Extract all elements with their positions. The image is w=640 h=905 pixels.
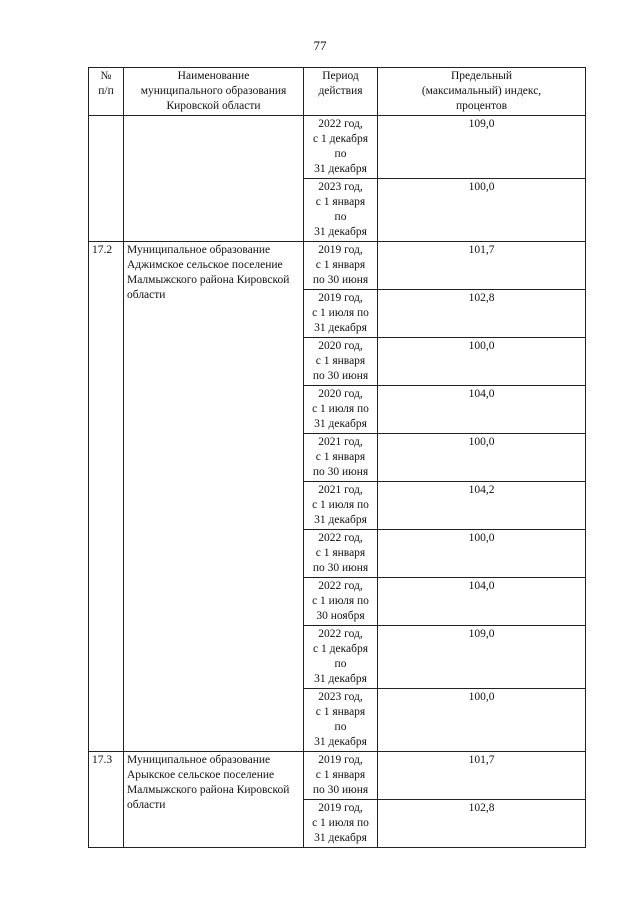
table-body — [89, 116, 586, 848]
entry-number: 17.3 — [89, 752, 124, 848]
period-cell: 2021 год, с 1 января по 30 июня — [304, 434, 378, 482]
period-cell: 2021 год, с 1 июля по 31 декабря — [304, 482, 378, 530]
index-value: 100,0 — [378, 179, 586, 242]
table-header-row — [89, 68, 586, 116]
municipality-name: Муниципальное образование Арыкское сельское поселение Малмыжского района Кировской области — [124, 752, 304, 848]
period-cell: 2022 год, с 1 января по 30 июня — [304, 530, 378, 578]
index-value: 109,0 — [378, 626, 586, 689]
entry-number: 17.2 — [89, 242, 124, 752]
index-value: 102,8 — [378, 800, 586, 848]
index-value: 101,7 — [378, 752, 586, 800]
period-cell: 2019 год, с 1 января по 30 июня — [304, 242, 378, 290]
index-value: 101,7 — [378, 242, 586, 290]
index-value: 100,0 — [378, 434, 586, 482]
period-cell: 2020 год, с 1 января по 30 июня — [304, 338, 378, 386]
entry-number — [89, 116, 124, 242]
index-value: 100,0 — [378, 689, 586, 752]
header-number: № п/п — [89, 68, 124, 116]
tariff-index-table — [88, 67, 586, 848]
index-value: 104,2 — [378, 482, 586, 530]
period-cell: 2022 год, с 1 декабря по 31 декабря — [304, 116, 378, 179]
index-value: 109,0 — [378, 116, 586, 179]
index-value: 100,0 — [378, 530, 586, 578]
period-cell: 2019 год, с 1 января по 30 июня — [304, 752, 378, 800]
table-row — [89, 242, 586, 290]
period-cell: 2019 год, с 1 июля по 31 декабря — [304, 800, 378, 848]
period-cell: 2023 год, с 1 января по 31 декабря — [304, 179, 378, 242]
municipality-name — [124, 116, 304, 242]
index-value: 104,0 — [378, 578, 586, 626]
header-max-index: Предельный (максимальный) индекс, процентов — [378, 68, 586, 116]
table-row — [89, 116, 586, 179]
header-municipality-name: Наименование муниципального образования Кировской области — [124, 68, 304, 116]
index-value: 104,0 — [378, 386, 586, 434]
period-cell: 2019 год, с 1 июля по 31 декабря — [304, 290, 378, 338]
index-value: 100,0 — [378, 338, 586, 386]
period-cell: 2022 год, с 1 декабря по 31 декабря — [304, 626, 378, 689]
municipality-name: Муниципальное образование Аджимское сельское поселение Малмыжского района Кировской области — [124, 242, 304, 752]
index-value: 102,8 — [378, 290, 586, 338]
header-period: Период действия — [304, 68, 378, 116]
page-number: 77 — [313, 38, 327, 53]
period-cell: 2020 год, с 1 июля по 31 декабря — [304, 386, 378, 434]
table-row — [89, 752, 586, 800]
period-cell: 2023 год, с 1 января по 31 декабря — [304, 689, 378, 752]
period-cell: 2022 год, с 1 июля по 30 ноября — [304, 578, 378, 626]
